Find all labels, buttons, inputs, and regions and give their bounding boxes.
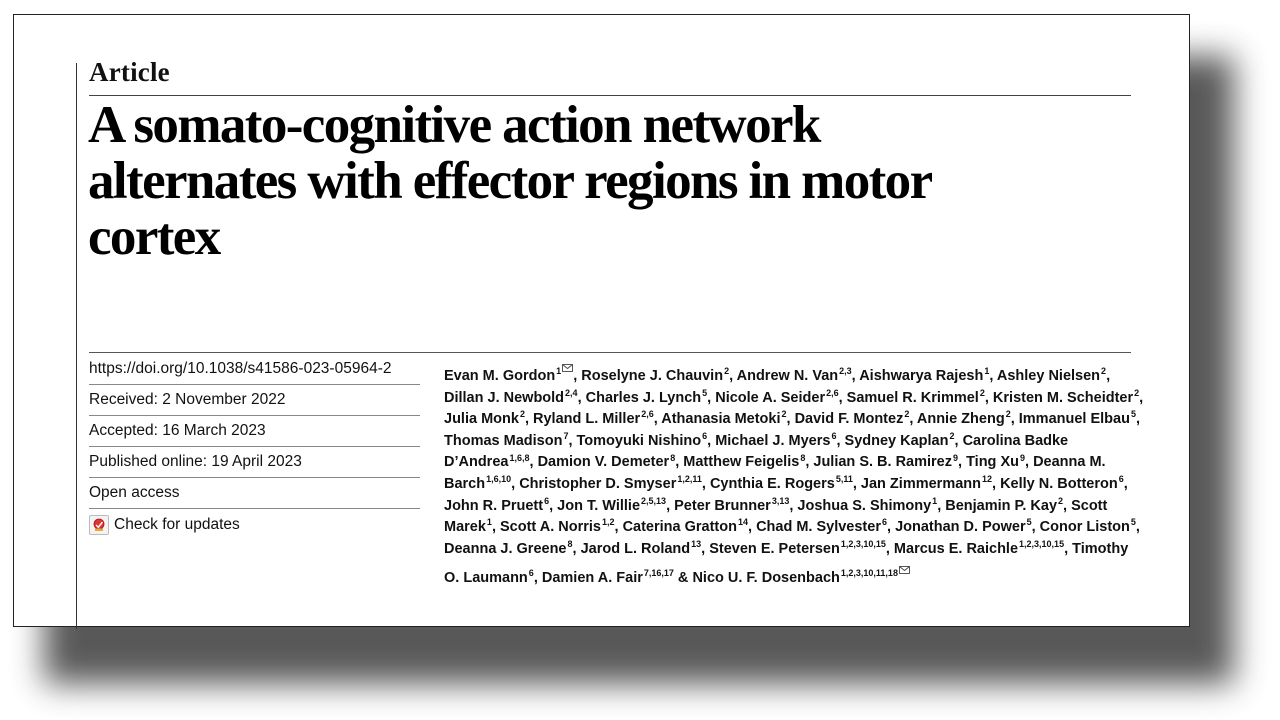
author-item[interactable] [895,519,1032,535]
author-affiliation: 6 [702,430,708,441]
author-item[interactable] [797,495,938,514]
author-affiliation: 1 [486,517,492,528]
author-item[interactable] [444,538,573,557]
accepted-date: Accepted: 16 March 2023 [89,416,420,447]
author-name: Tomoyuki Nishino [576,432,702,449]
author-affiliation: 2 [781,409,787,420]
author-name: Benjamin P. Kay [945,497,1058,514]
author-item[interactable] [756,519,887,535]
author-item[interactable] [846,387,985,406]
author-name: Annie Zheng [916,411,1005,428]
author-item[interactable] [576,430,708,449]
author-name: Marcus E. Raichle [893,540,1019,557]
author-name: Jan Zimmermann [860,475,981,492]
author-name: Thomas Madison [444,432,563,449]
author-item[interactable] [444,368,573,384]
email-icon[interactable] [899,560,910,582]
author-item[interactable] [795,411,910,427]
metadata-rule [89,352,1131,353]
author-affiliation: 2,3 [839,366,852,377]
author-name: Nicole A. Seider [715,389,826,406]
author-name: Carolina Badke D’Andrea [444,432,1069,471]
author-item[interactable] [813,454,958,470]
author-item[interactable] [538,454,676,470]
author-affiliation: 8 [670,452,676,463]
author-affiliation: 1 [984,366,990,377]
author-item[interactable] [710,476,853,492]
author-name: Damion V. Demeter [537,454,670,471]
author-name: Conor Liston [1039,519,1130,536]
author-affiliation: 9 [953,452,959,463]
author-name: Matthew Feigelis [683,454,800,471]
author-affiliation: 2 [1005,409,1011,420]
author-name: Chad M. Sylvester [756,519,881,536]
author-affiliation: 14 [737,517,748,528]
author-item[interactable] [683,454,805,470]
author-affiliation: 2,4 [565,387,578,398]
author-affiliation: 5,11 [835,474,853,485]
author-name: Caterina Gratton [622,519,737,536]
author-affiliation: 2,6 [641,409,654,420]
author-item[interactable] [500,519,615,535]
article-card [13,14,1190,627]
author-affiliation: 12 [982,474,993,485]
author-item[interactable] [581,368,729,384]
author-affiliation: 1 [932,495,938,506]
author-name: Dillan J. Newbold [444,389,565,406]
author-affiliation: 6 [528,568,534,579]
author-affiliation: 3,13 [771,495,790,506]
article-title [88,97,1128,265]
author-affiliation: 9 [1019,452,1025,463]
title-line: alternates with effector regions in motor [88,152,932,210]
email-icon[interactable] [562,358,573,380]
author-affiliation: 6 [881,517,887,528]
author-name: Evan M. Gordon [444,367,556,384]
author-item[interactable] [580,538,702,557]
author-affiliation: 6 [831,430,837,441]
author-name: Deanna M. Barch [444,454,1106,492]
author-item[interactable] [444,411,525,427]
author-item[interactable] [861,476,992,492]
author-name: Julia Monk [444,411,519,428]
author-affiliation: 1,2,3,10,11,18 [840,568,898,579]
author-name: Scott Marek [444,497,1108,536]
author-item[interactable] [542,570,674,586]
author-name: Jonathan D. Power [895,519,1026,536]
article-metadata [89,354,420,540]
author-affiliation: 2 [1058,495,1064,506]
author-affiliation: 1,2,3,10,15 [1019,538,1065,549]
author-affiliation: 5 [1130,517,1136,528]
author-affiliation: 13 [691,538,702,549]
author-name: Nico U. F. Dosenbach [692,570,840,587]
author-item[interactable] [709,538,886,557]
author-item[interactable] [966,454,1025,470]
author-name: David F. Montez [794,411,904,428]
title-line: A somato-cognitive action network [88,96,820,154]
author-name: Immanuel Elbau [1018,411,1130,428]
author-item[interactable] [893,538,1065,557]
author-affiliation: 2 [949,430,955,441]
author-item[interactable] [945,495,1064,514]
check-updates-label: Check for updates [114,515,240,533]
section-label: Article [89,57,170,87]
author-affiliation: 6 [544,495,550,506]
check-updates-icon [89,515,109,535]
author-name: Kelly N. Botteron [1000,475,1118,492]
open-access-label: Open access [89,478,420,509]
author-affiliation: 2 [904,409,910,420]
author-item[interactable] [557,495,667,514]
author-item[interactable] [715,430,837,449]
author-name: John R. Pruett [444,497,544,514]
author-name: Athanasia Metoki [661,411,781,428]
author-name: Steven E. Petersen [709,540,840,557]
author-item[interactable] [1019,411,1136,427]
author-name: Christopher D. Smyser [519,475,677,492]
left-rule [76,63,77,629]
author-item[interactable] [533,411,654,427]
author-item[interactable] [444,430,569,449]
author-affiliation: 2 [1101,366,1107,377]
author-affiliation: 5 [702,387,708,398]
author-affiliation: 8 [800,452,806,463]
author-name: Peter Brunner [674,497,771,514]
author-affiliation: 2 [519,409,525,420]
author-item[interactable] [444,495,550,514]
title-line: cortex [88,208,220,266]
author-item[interactable] [661,411,786,427]
author-item[interactable] [859,368,989,384]
author-item[interactable] [737,368,852,384]
author-list: Evan M. Gordon$^1$ , Roselyne J. Chauvin$^2$, Andrew N. Van$^{2,3}$, Aishwarya Rajesh$^1$, Ashley Nielsen$^2$, Dillan J. Newbold$^{2,4}$, Charles J. Lynch$^5$, Nicole A. Seider$^{2,6}$, Samuel R. Krimmel$^2$, Kristen M. Scheidter$^2$, Julia Monk$^2$, Ryland L. Miller$^{2,6}$, Athanasia Metoki$^2$, David F. Montez$^2$, Annie Zheng$^2$, Immanuel Elbau$^5$, Thomas Madison$^7$, Tomoyuki Nishino$^6$, Michael J. Myers$^6$, Sydney Kaplan$^2$, Carolina Badke D’Andrea$^{1,6,8}$, Damion V. Demeter$^8$, Matthew Feigelis$^8$, Julian S. B. Ramirez$^9$, Ting Xu$^9$, Deanna M. Barch$^{1,6,10}$, Christopher D. Smyser$^{1,2,11}$, Cynthia E. Rogers$^{5,11}$, Jan Zimmermann$^{12}$, Kelly N. Botteron$^6$, John R. Pruett$^6$, Jon T. Willie$^{2,5,13}$, Peter Brunner$^{3,13}$, Joshua S. Shimony$^1$, Benjamin P. Kay$^2$, Scott Marek$^1$, Scott A. Norris$^{1,2}$, Caterina Gratton$^{14}$, Chad M. Sylvester$^6$, Jonathan D. Power$^5$, Conor Liston$^5$, Deanna J. Greene$^8$, Jarod L. Roland$^{13}$, Steven E. Petersen$^{1,2,3,10,15}$, Marcus E. Raichle$^{1,2,3,10,15}$, Timothy O. Laumann$^6$, Damien A. Fair$^{7,16,17}$ & Nico U. F. Dosenbach$^{1,2,3,10,11,18}$ [444,358,1144,590]
author-name: Aishwarya Rajesh [859,367,984,384]
author-affiliation: 2 [979,387,985,398]
author-name: Ting Xu [966,454,1019,471]
author-item[interactable] [1040,519,1136,535]
author-affiliation: 8 [567,538,573,549]
author-name: Sydney Kaplan [844,432,949,449]
author-name: Cynthia E. Rogers [709,475,835,492]
author-affiliation: 2,5,13 [641,495,667,506]
author-affiliation: 5 [1130,409,1136,420]
author-name: Julian S. B. Ramirez [813,454,952,471]
author-affiliation: 7 [563,430,569,441]
author-name: Ashley Nielsen [996,367,1101,384]
author-name: Joshua S. Shimony [797,497,932,514]
author-item[interactable] [715,387,839,406]
check-for-updates-button[interactable] [89,509,420,540]
author-item[interactable] [917,411,1011,427]
author-name: Jon T. Willie [557,497,641,514]
author-affiliation: 1 [556,366,562,377]
author-item[interactable] [844,430,955,449]
author-item[interactable] [585,387,708,406]
author-affiliation: 1,6,10 [486,474,512,485]
author-affiliation: 6 [1118,474,1124,485]
author-item[interactable] [692,570,910,586]
author-name: Charles J. Lynch [585,389,702,406]
author-item[interactable] [997,368,1106,384]
author-affiliation: 5 [1026,517,1032,528]
author-affiliation: 1,2 [601,517,615,528]
author-affiliation: 2 [1134,387,1140,398]
author-name: Jarod L. Roland [580,540,691,557]
author-name: Kristen M. Scheidter [992,389,1134,406]
author-item[interactable] [519,476,702,492]
published-date: Published online: 19 April 2023 [89,447,420,478]
doi-link[interactable]: https://doi.org/10.1038/s41586-023-05964-2 [89,354,420,385]
author-affiliation: 2,6 [826,387,839,398]
author-item[interactable] [623,519,748,535]
author-name: Michael J. Myers [715,432,831,449]
author-name: Samuel R. Krimmel [846,389,979,406]
received-date: Received: 2 November 2022 [89,385,420,416]
author-name: Andrew N. Van [736,367,839,384]
author-item[interactable] [1000,476,1124,492]
author-name: Deanna J. Greene [444,540,567,557]
author-name: Timothy O. Laumann [444,540,1129,587]
author-name: Scott A. Norris [500,519,601,536]
author-name: Ryland L. Miller [533,411,641,428]
author-affiliation: 1,2,3,10,15 [840,538,886,549]
author-name: Damien A. Fair [541,570,643,587]
author-item[interactable] [992,387,1140,406]
author-name: Roselyne J. Chauvin [581,367,724,384]
author-affiliation: 1,6,8 [509,452,530,463]
author-affiliation: 2 [724,366,730,377]
author-item[interactable] [444,387,578,406]
author-affiliation: 7,16,17 [643,568,674,579]
author-affiliation: 1,2,11 [677,474,702,485]
author-item[interactable] [674,495,790,514]
